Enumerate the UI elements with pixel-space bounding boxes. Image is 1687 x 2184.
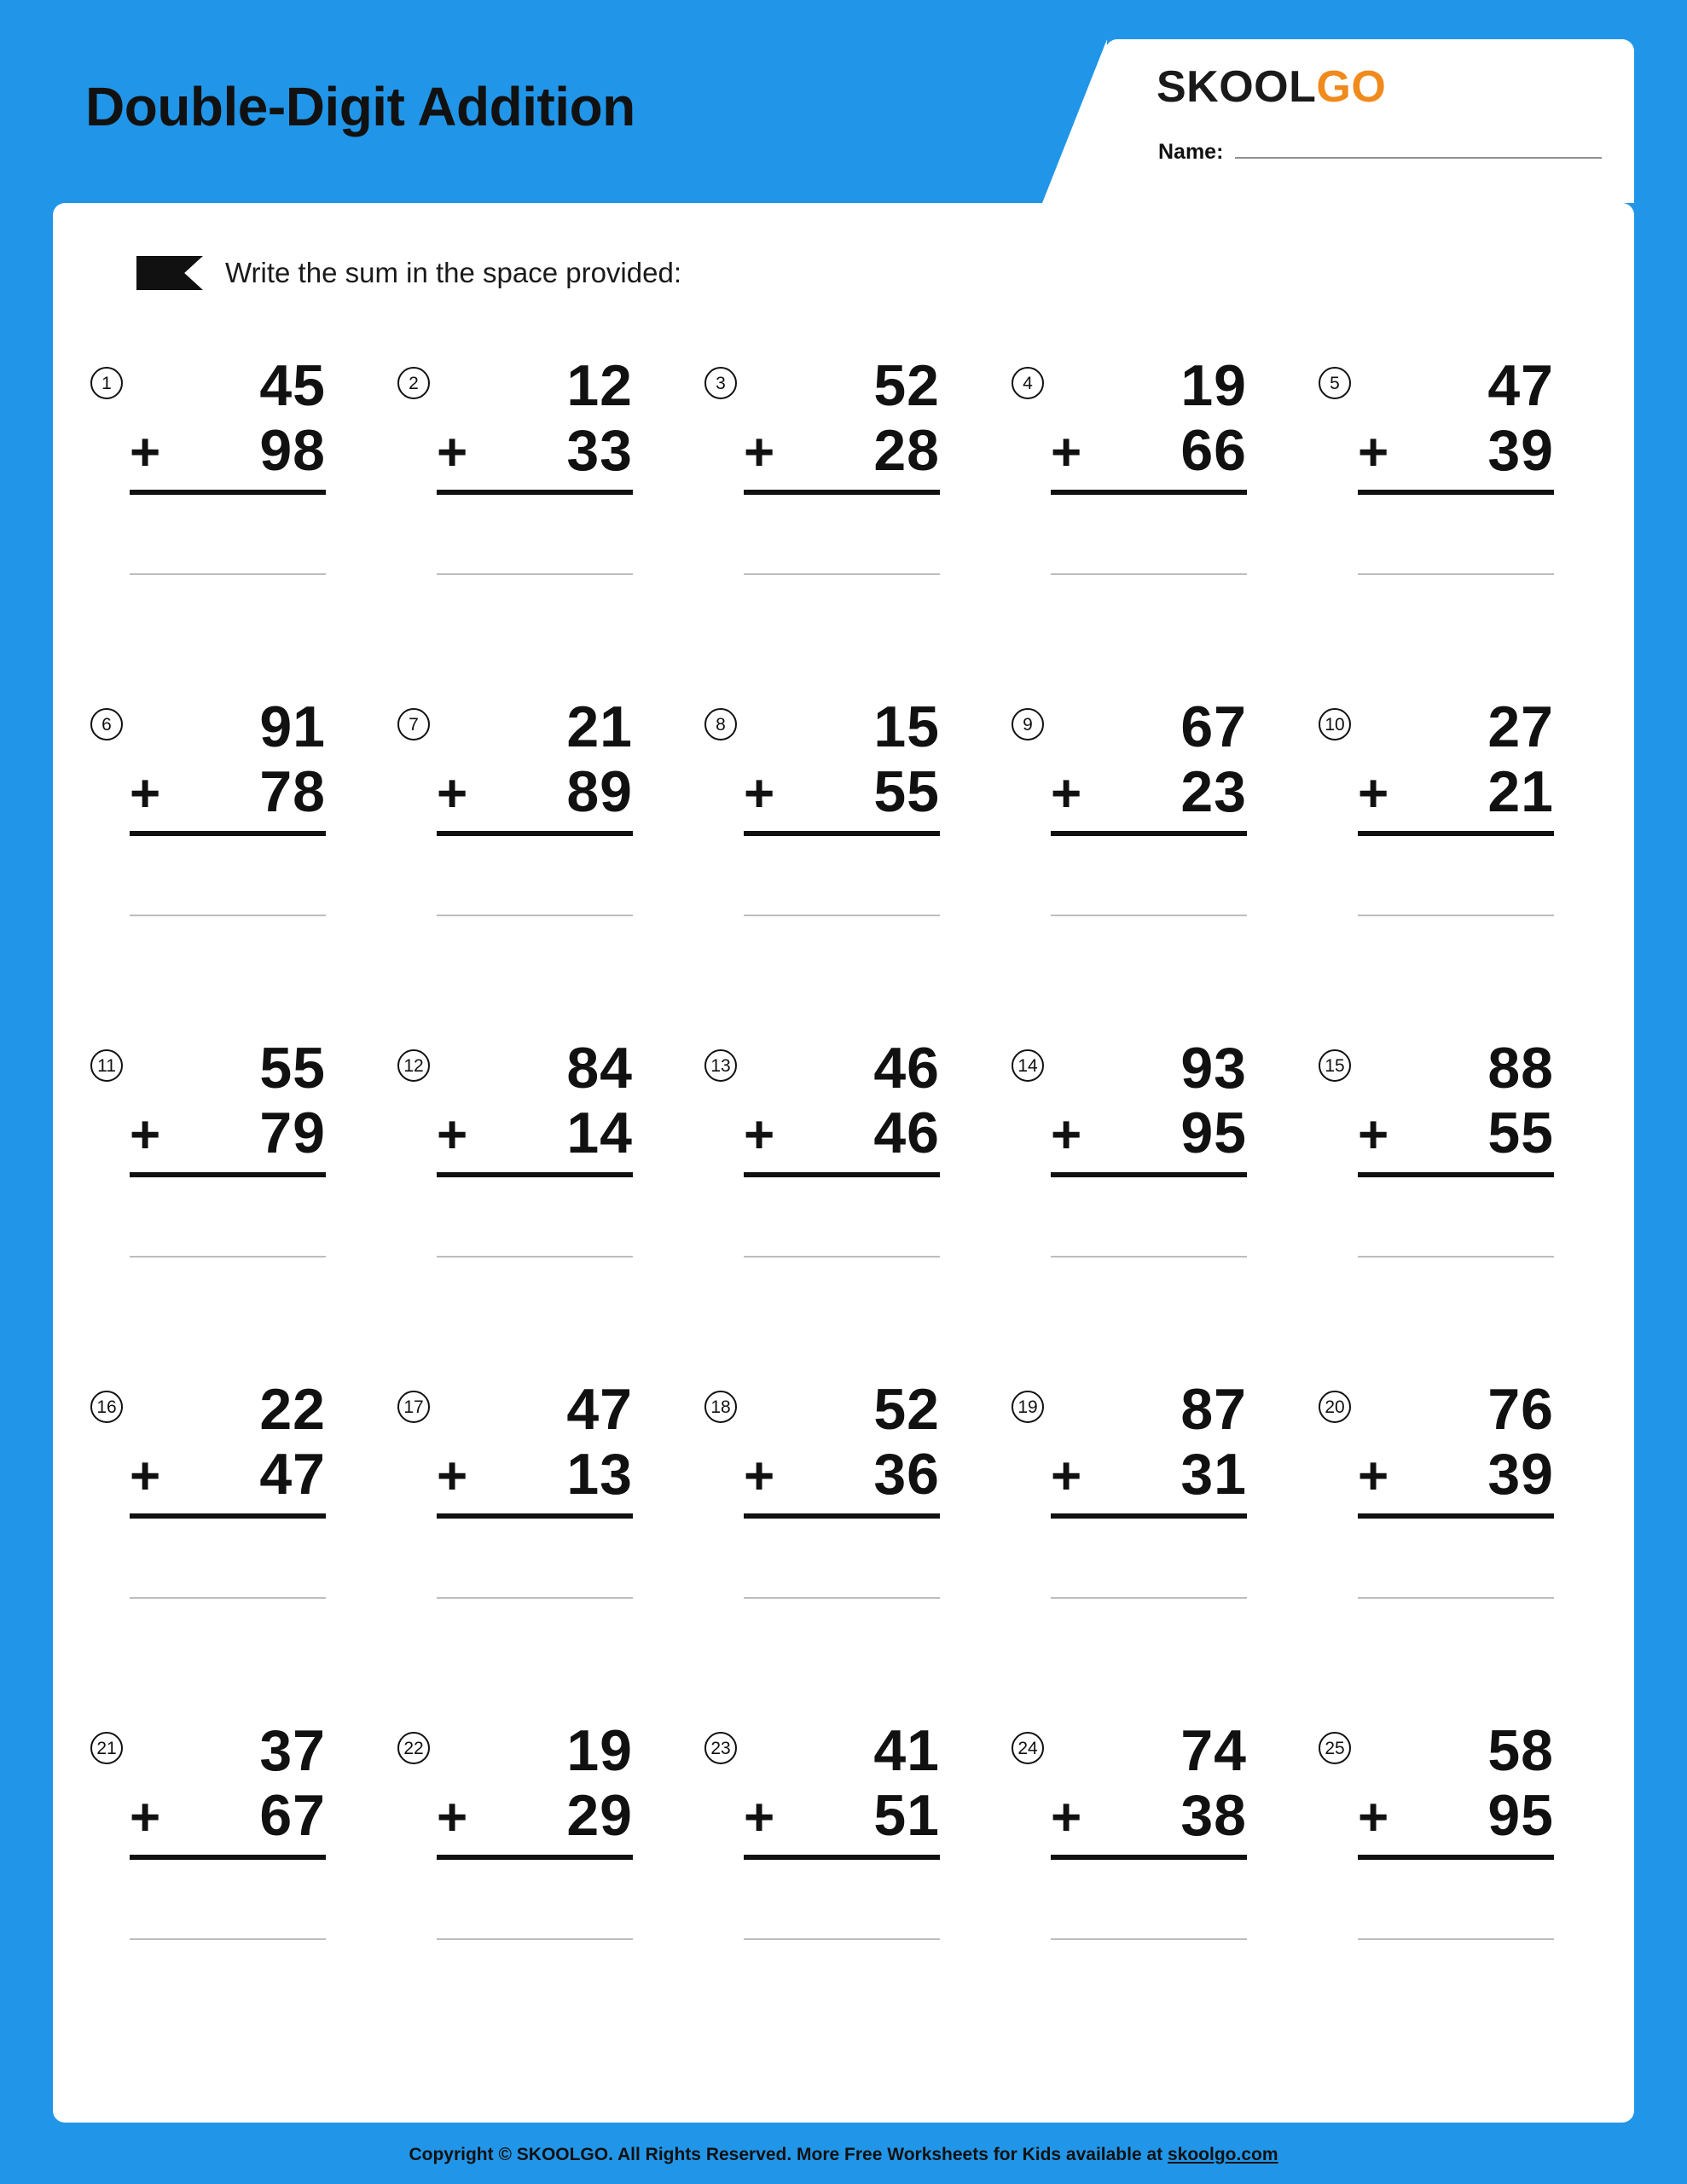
problem-cell: [998, 341, 1305, 682]
problem-stack: [744, 1718, 940, 1940]
addend-bottom-row: [130, 1783, 326, 1848]
sum-rule: [437, 831, 633, 836]
addend-bottom: 66: [1180, 418, 1247, 484]
problem-cell: [77, 1024, 384, 1365]
sum-rule: [437, 1855, 633, 1860]
operator: +: [437, 764, 469, 824]
instruction-text: Write the sum in the space provided:: [225, 257, 681, 288]
answer-line[interactable]: [1358, 1597, 1554, 1599]
addend-top: 22: [259, 1377, 326, 1442]
problem-stack: [437, 1377, 633, 1599]
operator: +: [1358, 1106, 1390, 1165]
problem-number: 24: [1012, 1732, 1044, 1764]
answer-line[interactable]: [1051, 915, 1247, 916]
problem-cell: [998, 1365, 1305, 1706]
addend-top-row: [437, 353, 633, 418]
answer-line[interactable]: [1051, 1938, 1247, 1940]
operator: +: [1051, 764, 1083, 824]
problem-grid: [77, 341, 1612, 2048]
addend-bottom: 13: [566, 1442, 633, 1507]
operator: +: [1051, 1788, 1083, 1848]
answer-line[interactable]: [130, 1597, 326, 1599]
problem-number: 17: [397, 1391, 430, 1423]
addend-top: 19: [1180, 353, 1247, 418]
operator: +: [1051, 1447, 1083, 1507]
problem-number: 2: [397, 367, 430, 399]
operator: +: [437, 1106, 469, 1165]
addend-top-row: [437, 694, 633, 759]
addend-bottom: 89: [566, 759, 633, 825]
problem-stack: [1358, 353, 1554, 575]
problem-cell: [1305, 682, 1612, 1024]
problem-stack: [1358, 1718, 1554, 1940]
addend-top-row: [130, 353, 326, 418]
addend-bottom: 55: [1487, 1101, 1554, 1166]
addend-top: 15: [873, 694, 940, 759]
sum-rule: [437, 1513, 633, 1519]
operator: +: [437, 423, 469, 483]
problem-stack: [1051, 694, 1247, 916]
addend-top-row: [744, 353, 940, 418]
sum-rule: [130, 1172, 326, 1177]
addend-top: 84: [566, 1036, 633, 1101]
addend-bottom-row: [1358, 759, 1554, 824]
answer-line[interactable]: [744, 573, 940, 575]
addend-top-row: [130, 694, 326, 759]
sum-rule: [744, 490, 940, 495]
brand-logo-skool: SKOOL: [1157, 62, 1317, 112]
problem-number: 5: [1319, 367, 1351, 399]
problem-stack: [1051, 1036, 1247, 1258]
addend-top: 74: [1180, 1718, 1247, 1783]
problem-number: 18: [704, 1391, 737, 1423]
addend-top-row: [1358, 353, 1554, 418]
problem-cell: [1305, 1024, 1612, 1365]
addend-top: 52: [873, 1377, 940, 1442]
addend-top: 58: [1487, 1718, 1554, 1783]
answer-line[interactable]: [1051, 1597, 1247, 1599]
addend-top-row: [744, 1377, 940, 1442]
answer-line[interactable]: [437, 915, 633, 916]
problem-number: 4: [1012, 367, 1044, 399]
addend-bottom-row: [1358, 418, 1554, 483]
problem-cell: [691, 1365, 998, 1706]
answer-line[interactable]: [437, 1597, 633, 1599]
problem-stack: [1051, 1377, 1247, 1599]
sum-rule: [744, 831, 940, 836]
operator: +: [130, 764, 162, 824]
addend-bottom: 46: [873, 1101, 940, 1166]
addend-top-row: [1358, 1036, 1554, 1101]
sum-rule: [1051, 1513, 1247, 1519]
addend-top: 12: [566, 353, 633, 418]
answer-line[interactable]: [130, 1256, 326, 1258]
problem-number: 11: [90, 1049, 123, 1082]
sum-rule: [130, 1855, 326, 1860]
operator: +: [1051, 1106, 1083, 1165]
sum-rule: [1358, 1855, 1554, 1860]
problem-number: 7: [397, 708, 430, 741]
operator: +: [744, 1447, 776, 1507]
operator: +: [744, 423, 776, 483]
addend-top-row: [744, 1718, 940, 1783]
footer-link[interactable]: skoolgo.com: [1168, 2145, 1278, 2164]
operator: +: [130, 423, 162, 483]
addend-bottom: 21: [1487, 759, 1554, 825]
addend-bottom-row: [1051, 1101, 1247, 1165]
sum-rule: [744, 1172, 940, 1177]
answer-line[interactable]: [130, 573, 326, 575]
addend-bottom-row: [744, 418, 940, 483]
sum-rule: [1358, 490, 1554, 495]
addend-top-row: [1051, 353, 1247, 418]
problem-stack: [744, 1036, 940, 1258]
addend-bottom-row: [437, 1783, 633, 1848]
problem-cell: [384, 1024, 691, 1365]
addend-top: 21: [566, 694, 633, 759]
answer-line[interactable]: [744, 915, 940, 916]
problem-cell: [691, 1024, 998, 1365]
problem-number: 16: [90, 1391, 123, 1423]
addend-bottom-row: [130, 759, 326, 824]
answer-line[interactable]: [1051, 573, 1247, 575]
addend-bottom: 28: [873, 418, 940, 484]
answer-line[interactable]: [1358, 915, 1554, 916]
addend-bottom-row: [437, 1442, 633, 1507]
problem-number: 3: [704, 367, 737, 399]
answer-line[interactable]: [1358, 573, 1554, 575]
page-title: Double-Digit Addition: [85, 76, 635, 137]
answer-line[interactable]: [744, 1597, 940, 1599]
addend-bottom: 33: [566, 418, 633, 484]
problem-cell: [77, 682, 384, 1024]
operator: +: [130, 1106, 162, 1165]
addend-top-row: [1358, 1377, 1554, 1442]
problem-stack: [744, 353, 940, 575]
brand-panel: [1105, 39, 1634, 203]
addend-bottom-row: [744, 759, 940, 824]
answer-line[interactable]: [130, 1938, 326, 1940]
operator: +: [1358, 1447, 1390, 1507]
problem-stack: [437, 353, 633, 575]
sum-rule: [1051, 490, 1247, 495]
footer: [0, 2145, 1687, 2165]
problem-number: 21: [90, 1732, 123, 1764]
sum-rule: [1051, 831, 1247, 836]
addend-bottom: 95: [1180, 1101, 1247, 1166]
worksheet-header: [0, 0, 1687, 213]
problem-cell: [1305, 1706, 1612, 2048]
problem-cell: [1305, 1365, 1612, 1706]
addend-bottom-row: [130, 1442, 326, 1507]
addend-top: 76: [1487, 1377, 1554, 1442]
answer-line[interactable]: [744, 1938, 940, 1940]
operator: +: [1358, 423, 1390, 483]
answer-line[interactable]: [437, 1938, 633, 1940]
problem-stack: [130, 1036, 326, 1258]
answer-line[interactable]: [437, 1256, 633, 1258]
addend-bottom-row: [1358, 1442, 1554, 1507]
operator: +: [130, 1447, 162, 1507]
answer-line[interactable]: [1358, 1938, 1554, 1940]
addend-bottom-row: [1051, 1442, 1247, 1507]
addend-bottom: 39: [1487, 1442, 1554, 1507]
addend-top: 55: [259, 1036, 326, 1101]
problem-stack: [437, 694, 633, 916]
addend-bottom-row: [130, 1101, 326, 1165]
addend-bottom: 95: [1487, 1783, 1554, 1849]
operator: +: [1051, 423, 1083, 483]
problem-cell: [384, 1365, 691, 1706]
problem-stack: [1358, 1036, 1554, 1258]
addend-bottom: 51: [873, 1783, 940, 1849]
answer-line[interactable]: [130, 915, 326, 916]
problem-cell: [998, 1706, 1305, 2048]
sum-rule: [744, 1855, 940, 1860]
addend-top-row: [130, 1377, 326, 1442]
problem-number: 25: [1319, 1732, 1351, 1764]
addend-top-row: [1358, 1718, 1554, 1783]
addend-top-row: [437, 1036, 633, 1101]
sum-rule: [130, 1513, 326, 1519]
addend-bottom-row: [744, 1442, 940, 1507]
problem-stack: [1051, 1718, 1247, 1940]
addend-top: 45: [259, 353, 326, 418]
sum-rule: [744, 1513, 940, 1519]
addend-bottom: 67: [259, 1783, 326, 1849]
problem-cell: [998, 682, 1305, 1024]
addend-top-row: [744, 694, 940, 759]
name-label: Name:: [1158, 140, 1224, 164]
operator: +: [744, 1788, 776, 1848]
problem-cell: [77, 341, 384, 682]
addend-top: 46: [873, 1036, 940, 1101]
problem-cell: [384, 682, 691, 1024]
addend-bottom-row: [744, 1101, 940, 1165]
addend-top: 19: [566, 1718, 633, 1783]
addend-top: 87: [1180, 1377, 1247, 1442]
addend-top: 47: [566, 1377, 633, 1442]
addend-bottom-row: [437, 1101, 633, 1165]
addend-top: 37: [259, 1718, 326, 1783]
problem-number: 23: [704, 1732, 737, 1764]
addend-bottom-row: [130, 418, 326, 483]
addend-top-row: [1051, 1718, 1247, 1783]
flag-marker-icon: [136, 256, 203, 290]
addend-top-row: [1051, 694, 1247, 759]
addend-bottom: 23: [1180, 759, 1247, 825]
sum-rule: [1358, 1513, 1554, 1519]
operator: +: [130, 1788, 162, 1848]
addend-bottom: 38: [1180, 1783, 1247, 1849]
answer-line[interactable]: [744, 1256, 940, 1258]
problem-number: 12: [397, 1049, 430, 1082]
problem-stack: [130, 353, 326, 575]
addend-bottom-row: [1051, 418, 1247, 483]
operator: +: [437, 1447, 469, 1507]
problem-stack: [1358, 694, 1554, 916]
answer-line[interactable]: [437, 573, 633, 575]
addend-top: 93: [1180, 1036, 1247, 1101]
addend-top-row: [744, 1036, 940, 1101]
footer-text: Copyright © SKOOLGO. All Rights Reserved. More Free Worksheets for Kids available at: [409, 2145, 1168, 2164]
problem-stack: [1051, 353, 1247, 575]
problem-stack: [1358, 1377, 1554, 1599]
name-field-row: [1158, 140, 1602, 165]
addend-bottom: 29: [566, 1783, 633, 1849]
problem-number: 6: [90, 708, 123, 741]
addend-top-row: [130, 1036, 326, 1101]
addend-top-row: [130, 1718, 326, 1783]
problem-number: 20: [1319, 1391, 1351, 1423]
addend-top: 88: [1487, 1036, 1554, 1101]
addend-top-row: [1358, 694, 1554, 759]
addend-bottom: 47: [259, 1442, 326, 1507]
addend-bottom: 79: [259, 1101, 326, 1166]
addend-top-row: [437, 1377, 633, 1442]
addend-bottom: 31: [1180, 1442, 1247, 1507]
addend-bottom-row: [1051, 1783, 1247, 1848]
problem-cell: [1305, 341, 1612, 682]
problem-number: 13: [704, 1049, 737, 1082]
addend-bottom-row: [1358, 1783, 1554, 1848]
problem-cell: [691, 682, 998, 1024]
addend-bottom-row: [437, 418, 633, 483]
addend-bottom-row: [437, 759, 633, 824]
problem-number: 1: [90, 367, 123, 399]
addend-top: 47: [1487, 353, 1554, 418]
addend-bottom: 36: [873, 1442, 940, 1507]
problem-cell: [77, 1365, 384, 1706]
problem-number: 10: [1319, 708, 1351, 741]
sum-rule: [437, 1172, 633, 1177]
problem-number: 14: [1012, 1049, 1044, 1082]
answer-line[interactable]: [1051, 1256, 1247, 1258]
addend-top: 67: [1180, 694, 1247, 759]
sum-rule: [437, 490, 633, 495]
addend-top: 52: [873, 353, 940, 418]
sum-rule: [1051, 1172, 1247, 1177]
sum-rule: [1051, 1855, 1247, 1860]
addend-top: 27: [1487, 694, 1554, 759]
problem-cell: [998, 1024, 1305, 1365]
operator: +: [744, 764, 776, 824]
problem-stack: [744, 694, 940, 916]
problem-cell: [691, 1706, 998, 2048]
problem-cell: [384, 1706, 691, 2048]
operator: +: [1358, 764, 1390, 824]
problem-number: 22: [397, 1732, 430, 1764]
addend-bottom: 39: [1487, 418, 1554, 484]
addend-top-row: [1051, 1036, 1247, 1101]
problem-stack: [130, 694, 326, 916]
problem-number: 8: [704, 708, 737, 741]
addend-bottom: 14: [566, 1101, 633, 1166]
problem-stack: [130, 1718, 326, 1940]
sum-rule: [1358, 831, 1554, 836]
problem-cell: [691, 341, 998, 682]
sum-rule: [130, 490, 326, 495]
addend-bottom-row: [1051, 759, 1247, 824]
addend-bottom: 55: [873, 759, 940, 825]
problem-number: 9: [1012, 708, 1044, 741]
problem-cell: [384, 341, 691, 682]
brand-logo-go: GO: [1316, 62, 1387, 112]
addend-top-row: [1051, 1377, 1247, 1442]
problem-number: 15: [1319, 1049, 1351, 1082]
addend-bottom: 98: [259, 418, 326, 484]
addend-top-row: [437, 1718, 633, 1783]
problem-stack: [437, 1036, 633, 1258]
answer-line[interactable]: [1358, 1256, 1554, 1258]
name-input-line[interactable]: [1235, 157, 1602, 159]
addend-top: 41: [873, 1718, 940, 1783]
problem-cell: [77, 1706, 384, 2048]
sum-rule: [1358, 1172, 1554, 1177]
problem-stack: [130, 1377, 326, 1599]
instruction-row: [136, 256, 681, 290]
brand-logo: [1157, 61, 1386, 113]
addend-bottom-row: [744, 1783, 940, 1848]
problem-stack: [437, 1718, 633, 1940]
problem-number: 19: [1012, 1391, 1044, 1423]
operator: +: [1358, 1788, 1390, 1848]
operator: +: [437, 1788, 469, 1848]
operator: +: [744, 1106, 776, 1165]
addend-bottom: 78: [259, 759, 326, 825]
sum-rule: [130, 831, 326, 836]
addend-top: 91: [259, 694, 326, 759]
problem-stack: [744, 1377, 940, 1599]
addend-bottom-row: [1358, 1101, 1554, 1165]
